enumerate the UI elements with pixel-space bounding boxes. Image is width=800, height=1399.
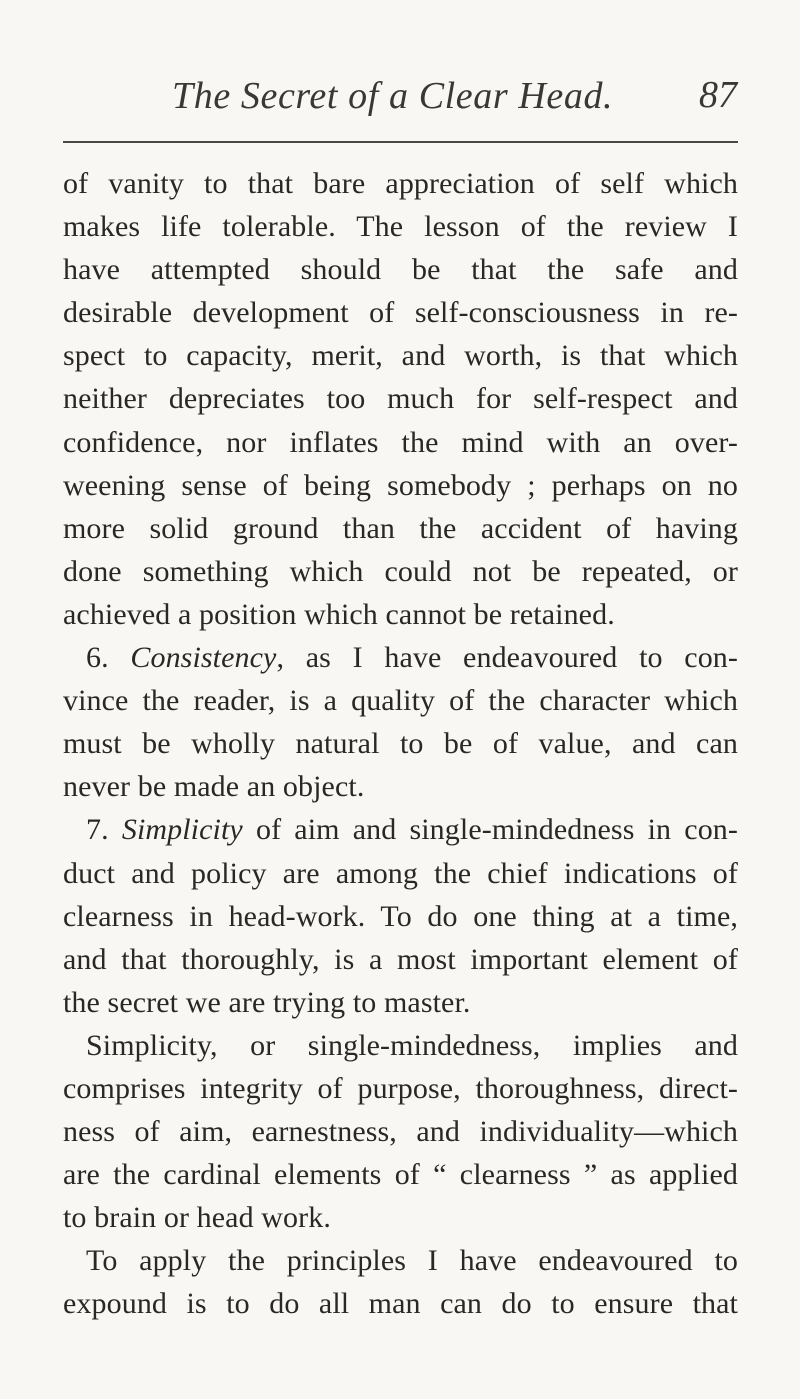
text-line: ness of aim, earnestness, and individuality—which	[63, 1115, 738, 1149]
text-line: confidence, nor inflates the mind with an over-	[63, 425, 738, 459]
text-line: makes life tolerable. The lesson of the review I	[63, 210, 738, 244]
item-6-number: 6.	[86, 641, 109, 675]
body-text	[63, 162, 738, 1326]
text-line: To apply the principles I have endeavoured to	[86, 1244, 738, 1278]
text-line: expound is to do all man can do to ensure that	[63, 1287, 738, 1321]
item-7-number: 7.	[86, 813, 109, 847]
text-line: must be wholly natural to be of value, and can	[63, 727, 738, 761]
text-line: more solid ground than the accident of having	[63, 511, 738, 545]
text-line: clearness in head-work. To do one thing at a time,	[63, 899, 738, 933]
text-line: achieved a position which cannot be retained.	[63, 597, 615, 631]
page-number: 87	[699, 74, 737, 116]
running-title: The Secret of a Clear Head.	[172, 75, 614, 117]
text-line: to brain or head work.	[63, 1201, 331, 1235]
item-7-rest: of aim and single-mindedness in con-	[242, 813, 738, 847]
text-line: desirable development of self-consciousness in re-	[63, 296, 738, 330]
text-line: have attempted should be that the safe and	[63, 253, 738, 287]
text-line: weening sense of being somebody ; perhaps on no	[63, 468, 738, 502]
item-6-first-line	[63, 636, 738, 679]
text-line: vince the reader, is a quality of the character which	[63, 684, 738, 718]
text-line: and that thoroughly, is a most important element of	[63, 942, 738, 976]
text-line: never be made an object.	[63, 770, 365, 804]
text-line: the secret we are trying to master.	[63, 985, 471, 1019]
item-7-first-line	[63, 808, 738, 851]
text-line: of vanity to that bare appreciation of self which	[63, 167, 738, 200]
text-line: are the cardinal elements of “ clearness ” as applied	[63, 1158, 738, 1192]
text-line: duct and policy are among the chief indications of	[63, 856, 738, 890]
text-line: neither depreciates too much for self-respect and	[63, 382, 738, 416]
item-6-rest: , as I have endeavoured to con-	[276, 641, 738, 675]
header-rule	[63, 141, 738, 143]
text-line: spect to capacity, merit, and worth, is that which	[63, 339, 738, 373]
item-7-term: Simplicity	[121, 813, 243, 847]
text-line: comprises integrity of purpose, thoroughness, direct-	[63, 1071, 738, 1105]
page-header	[172, 64, 737, 122]
item-6-term: Consistency	[130, 641, 277, 675]
text-line: done something which could not be repeated, or	[63, 554, 738, 588]
text-line: Simplicity, or single-mindedness, implies and	[86, 1028, 738, 1062]
